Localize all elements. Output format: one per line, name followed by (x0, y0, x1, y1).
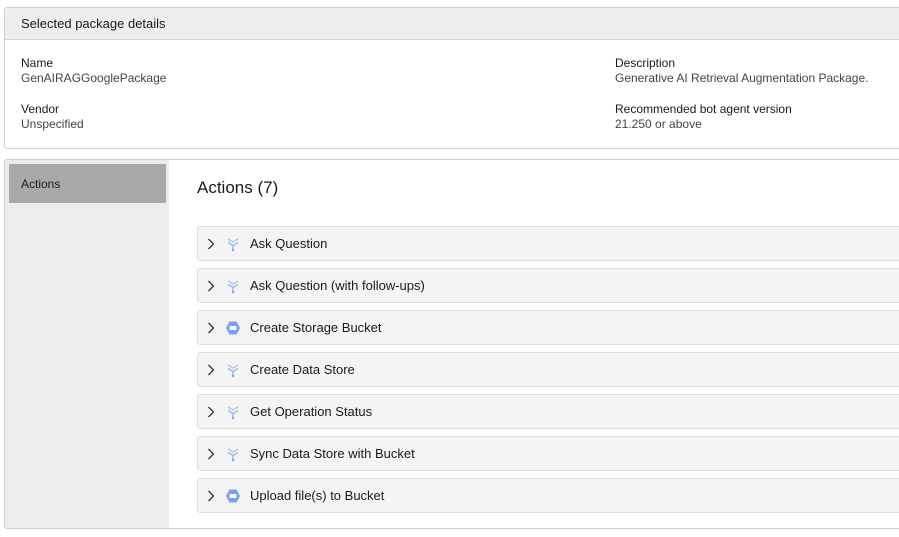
recommended-version-value: 21.250 or above (615, 117, 702, 131)
chevron-right-icon[interactable] (198, 322, 224, 334)
chevron-right-icon[interactable] (198, 238, 224, 250)
actions-title: Actions (7) (197, 178, 279, 197)
action-label: Get Operation Status (250, 404, 373, 419)
action-label: Create Storage Bucket (250, 320, 382, 335)
vertex-ai-icon (224, 445, 242, 463)
vertex-ai-icon (224, 277, 242, 295)
vertex-ai-icon (224, 361, 242, 379)
description-value: Generative AI Retrieval Augmentation Package. (615, 71, 869, 85)
recommended-version-field (615, 102, 792, 132)
cloud-storage-icon (224, 487, 242, 505)
action-row[interactable] (197, 436, 899, 471)
vertex-ai-icon (224, 403, 242, 421)
chevron-right-icon[interactable] (198, 490, 224, 502)
name-value: GenAIRAGGooglePackage (21, 71, 167, 85)
action-label: Upload file(s) to Bucket (250, 488, 385, 503)
action-row[interactable] (197, 394, 899, 429)
chevron-right-icon[interactable] (198, 280, 224, 292)
sidebar-item-actions[interactable]: Actions (9, 164, 166, 203)
package-details-panel (4, 7, 899, 149)
sidebar (5, 160, 169, 528)
vendor-value: Unspecified (21, 117, 84, 131)
action-row[interactable] (197, 268, 899, 303)
cloud-storage-icon (224, 319, 242, 337)
package-details-header: Selected package details (5, 8, 899, 40)
vendor-label: Vendor (21, 102, 60, 116)
actions-panel (4, 159, 899, 529)
actions-main (169, 160, 899, 528)
description-label: Description (615, 56, 676, 70)
action-row[interactable] (197, 352, 899, 387)
chevron-right-icon[interactable] (198, 448, 224, 460)
action-label: Ask Question (with follow-ups) (250, 278, 425, 293)
description-field (615, 56, 868, 86)
chevron-right-icon[interactable] (198, 406, 224, 418)
vertex-ai-icon (224, 235, 242, 253)
action-label: Ask Question (250, 236, 328, 251)
action-label: Create Data Store (250, 362, 355, 377)
action-label: Sync Data Store with Bucket (250, 446, 415, 461)
vendor-field (21, 102, 84, 132)
recommended-version-label: Recommended bot agent version (615, 102, 792, 116)
name-label: Name (21, 56, 54, 70)
action-row[interactable] (197, 478, 899, 513)
action-row[interactable] (197, 310, 899, 345)
name-field (21, 56, 166, 86)
action-row[interactable] (197, 226, 899, 261)
chevron-right-icon[interactable] (198, 364, 224, 376)
